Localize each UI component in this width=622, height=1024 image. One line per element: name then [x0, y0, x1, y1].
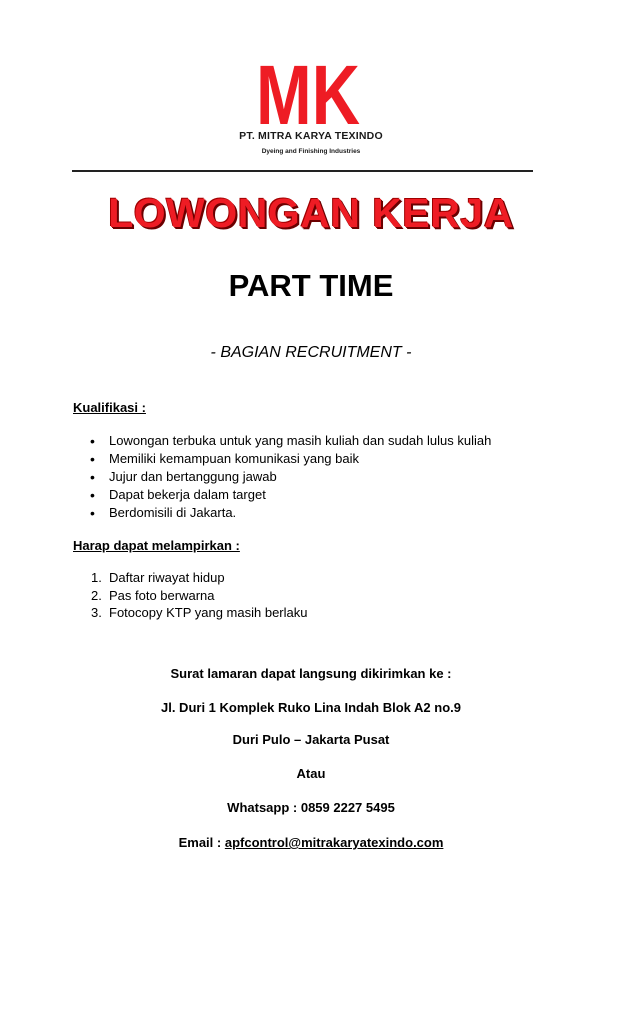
logo-mark-text: MK — [256, 56, 360, 128]
email-label: Email : — [178, 835, 225, 850]
list-number: 1. — [91, 570, 102, 585]
or-separator: Atau — [296, 766, 326, 781]
company-logo — [0, 52, 622, 162]
list-item-text: Fotocopy KTP yang masih berlaku — [109, 605, 308, 620]
list-item: • Berdomisili di Jakarta. — [73, 504, 491, 522]
mk-logo-mark — [256, 56, 360, 128]
qualifications-list — [73, 432, 491, 522]
qualifications-heading: Kualifikasi : — [73, 400, 146, 415]
page-title: LOWONGAN KERJA — [108, 190, 514, 236]
list-item: • Dapat bekerja dalam target — [73, 486, 491, 504]
address-line-2: Duri Pulo – Jakarta Pusat — [232, 732, 390, 747]
attachments-heading: Harap dapat melampirkan : — [73, 538, 240, 553]
list-item — [73, 569, 307, 587]
contact-intro: Surat lamaran dapat langsung dikirimkan ke : — [170, 666, 452, 681]
company-tagline: Dyeing and Finishing Industries — [261, 148, 361, 155]
header-divider — [72, 170, 533, 172]
list-item-text: Daftar riwayat hidup — [109, 570, 225, 585]
address-line-1: Jl. Duri 1 Komplek Ruko Lina Indah Blok A2 no.9 — [160, 700, 461, 715]
email-line — [0, 835, 622, 850]
company-name: PT. MITRA KARYA TEXINDO — [239, 130, 383, 142]
list-item — [73, 587, 307, 605]
list-item-text: Pas foto berwarna — [109, 587, 215, 603]
department-label: - BAGIAN RECRUITMENT - — [210, 344, 412, 361]
list-number: 3. — [91, 605, 102, 620]
job-type: PART TIME — [228, 268, 394, 303]
whatsapp-number: Whatsapp : 0859 2227 5495 — [227, 800, 395, 815]
list-number: 2. — [91, 587, 102, 603]
list-item: • Memiliki kemampuan komunikasi yang baik — [73, 450, 491, 468]
list-item: • Jujur dan bertanggung jawab — [73, 468, 491, 486]
list-item — [73, 604, 307, 622]
list-item: • Lowongan terbuka untuk yang masih kuliah dan sudah lulus kuliah — [73, 432, 491, 450]
attachments-list — [73, 569, 307, 622]
email-link[interactable]: apfcontrol@mitrakaryatexindo.com — [224, 835, 444, 850]
